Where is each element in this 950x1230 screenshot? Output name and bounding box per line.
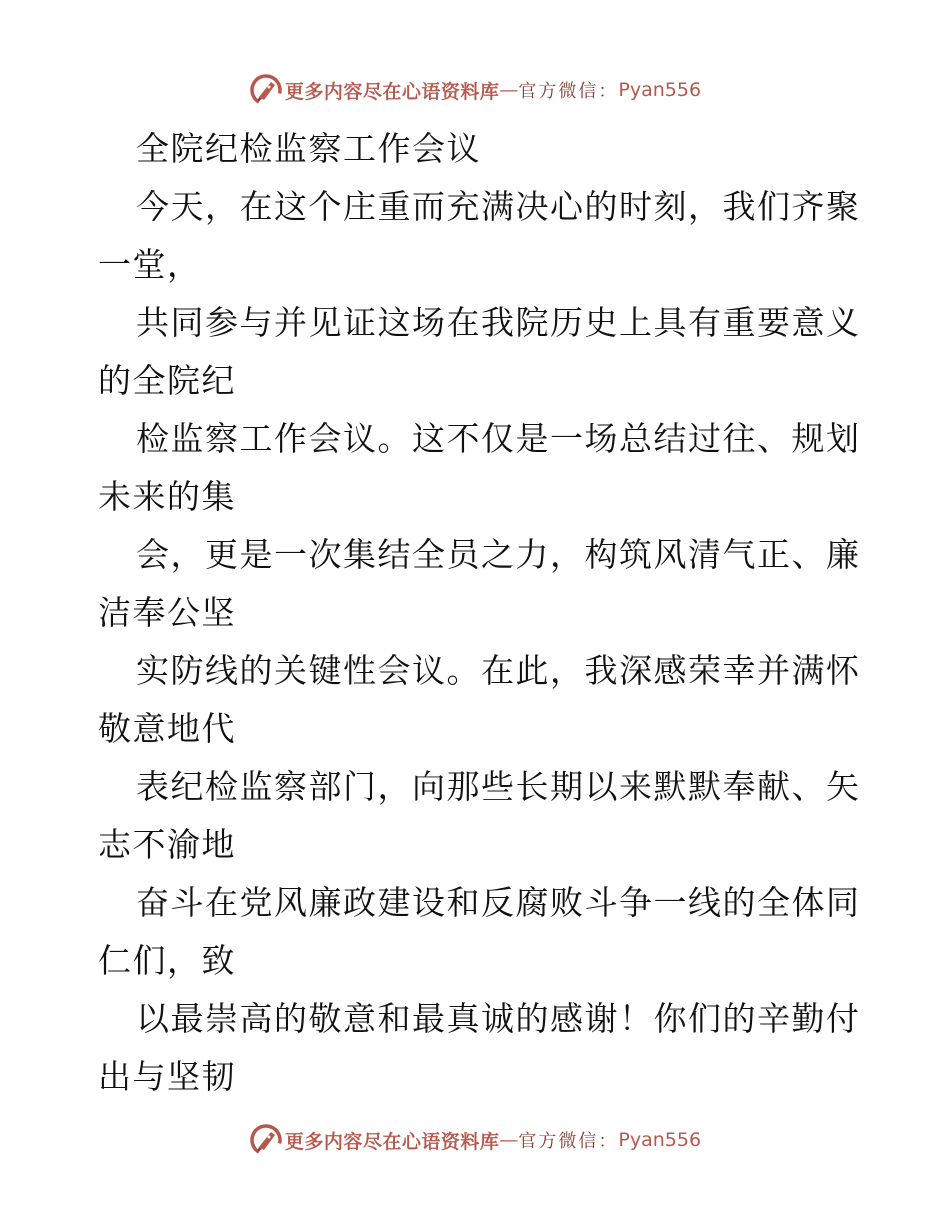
banner-official-label: 官方微信： bbox=[518, 81, 619, 102]
paragraph-line: 洁奉公坚 bbox=[98, 593, 236, 632]
fountain-pen-logo-icon bbox=[249, 1123, 283, 1157]
paragraph-line: 会，更是一次集结全员之力，构筑风清气正、廉 bbox=[136, 535, 861, 574]
paragraph-line: 出与坚韧 bbox=[98, 1057, 236, 1096]
header-banner bbox=[0, 70, 950, 110]
paragraph-line: 以最崇高的敬意和最真诚的感谢！你们的辛勤付 bbox=[136, 999, 861, 1038]
paragraph-line: 一堂， bbox=[98, 245, 202, 284]
paragraph-line: 奋斗在党风廉政建设和反腐败斗争一线的全体同 bbox=[136, 883, 861, 922]
banner-brand-text: 更多内容尽在心语资料库 bbox=[284, 1130, 500, 1153]
banner-separator: — bbox=[499, 1129, 519, 1151]
banner-wechat-id: Pyan556 bbox=[618, 79, 702, 101]
paragraph-line: 的全院纪 bbox=[98, 361, 236, 400]
banner-wechat-id: Pyan556 bbox=[618, 1129, 702, 1151]
paragraph-line: 未来的集 bbox=[98, 477, 236, 516]
paragraph-line: 志不渝地 bbox=[98, 825, 236, 864]
banner-brand-text: 更多内容尽在心语资料库 bbox=[284, 80, 500, 103]
paragraph-line: 表纪检监察部门，向那些长期以来默默奉献、矢 bbox=[136, 767, 861, 806]
paragraph-line: 实防线的关键性会议。在此，我深感荣幸并满怀 bbox=[136, 651, 861, 690]
paragraph-line: 今天，在这个庄重而充满决心的时刻，我们齐聚 bbox=[136, 187, 861, 226]
document-title: 全院纪检监察工作会议 bbox=[136, 129, 481, 168]
document-body bbox=[98, 120, 861, 1106]
paragraph-line: 共同参与并见证这场在我院历史上具有重要意义 bbox=[136, 303, 861, 342]
banner-separator: — bbox=[499, 79, 519, 101]
paragraph-line: 检监察工作会议。这不仅是一场总结过往、规划 bbox=[136, 419, 861, 458]
paragraph-line: 敬意地代 bbox=[98, 709, 236, 748]
paragraph-line: 仁们，致 bbox=[98, 941, 236, 980]
fountain-pen-logo-icon bbox=[249, 73, 283, 107]
footer-banner bbox=[0, 1120, 950, 1160]
banner-official-label: 官方微信： bbox=[518, 1131, 619, 1152]
